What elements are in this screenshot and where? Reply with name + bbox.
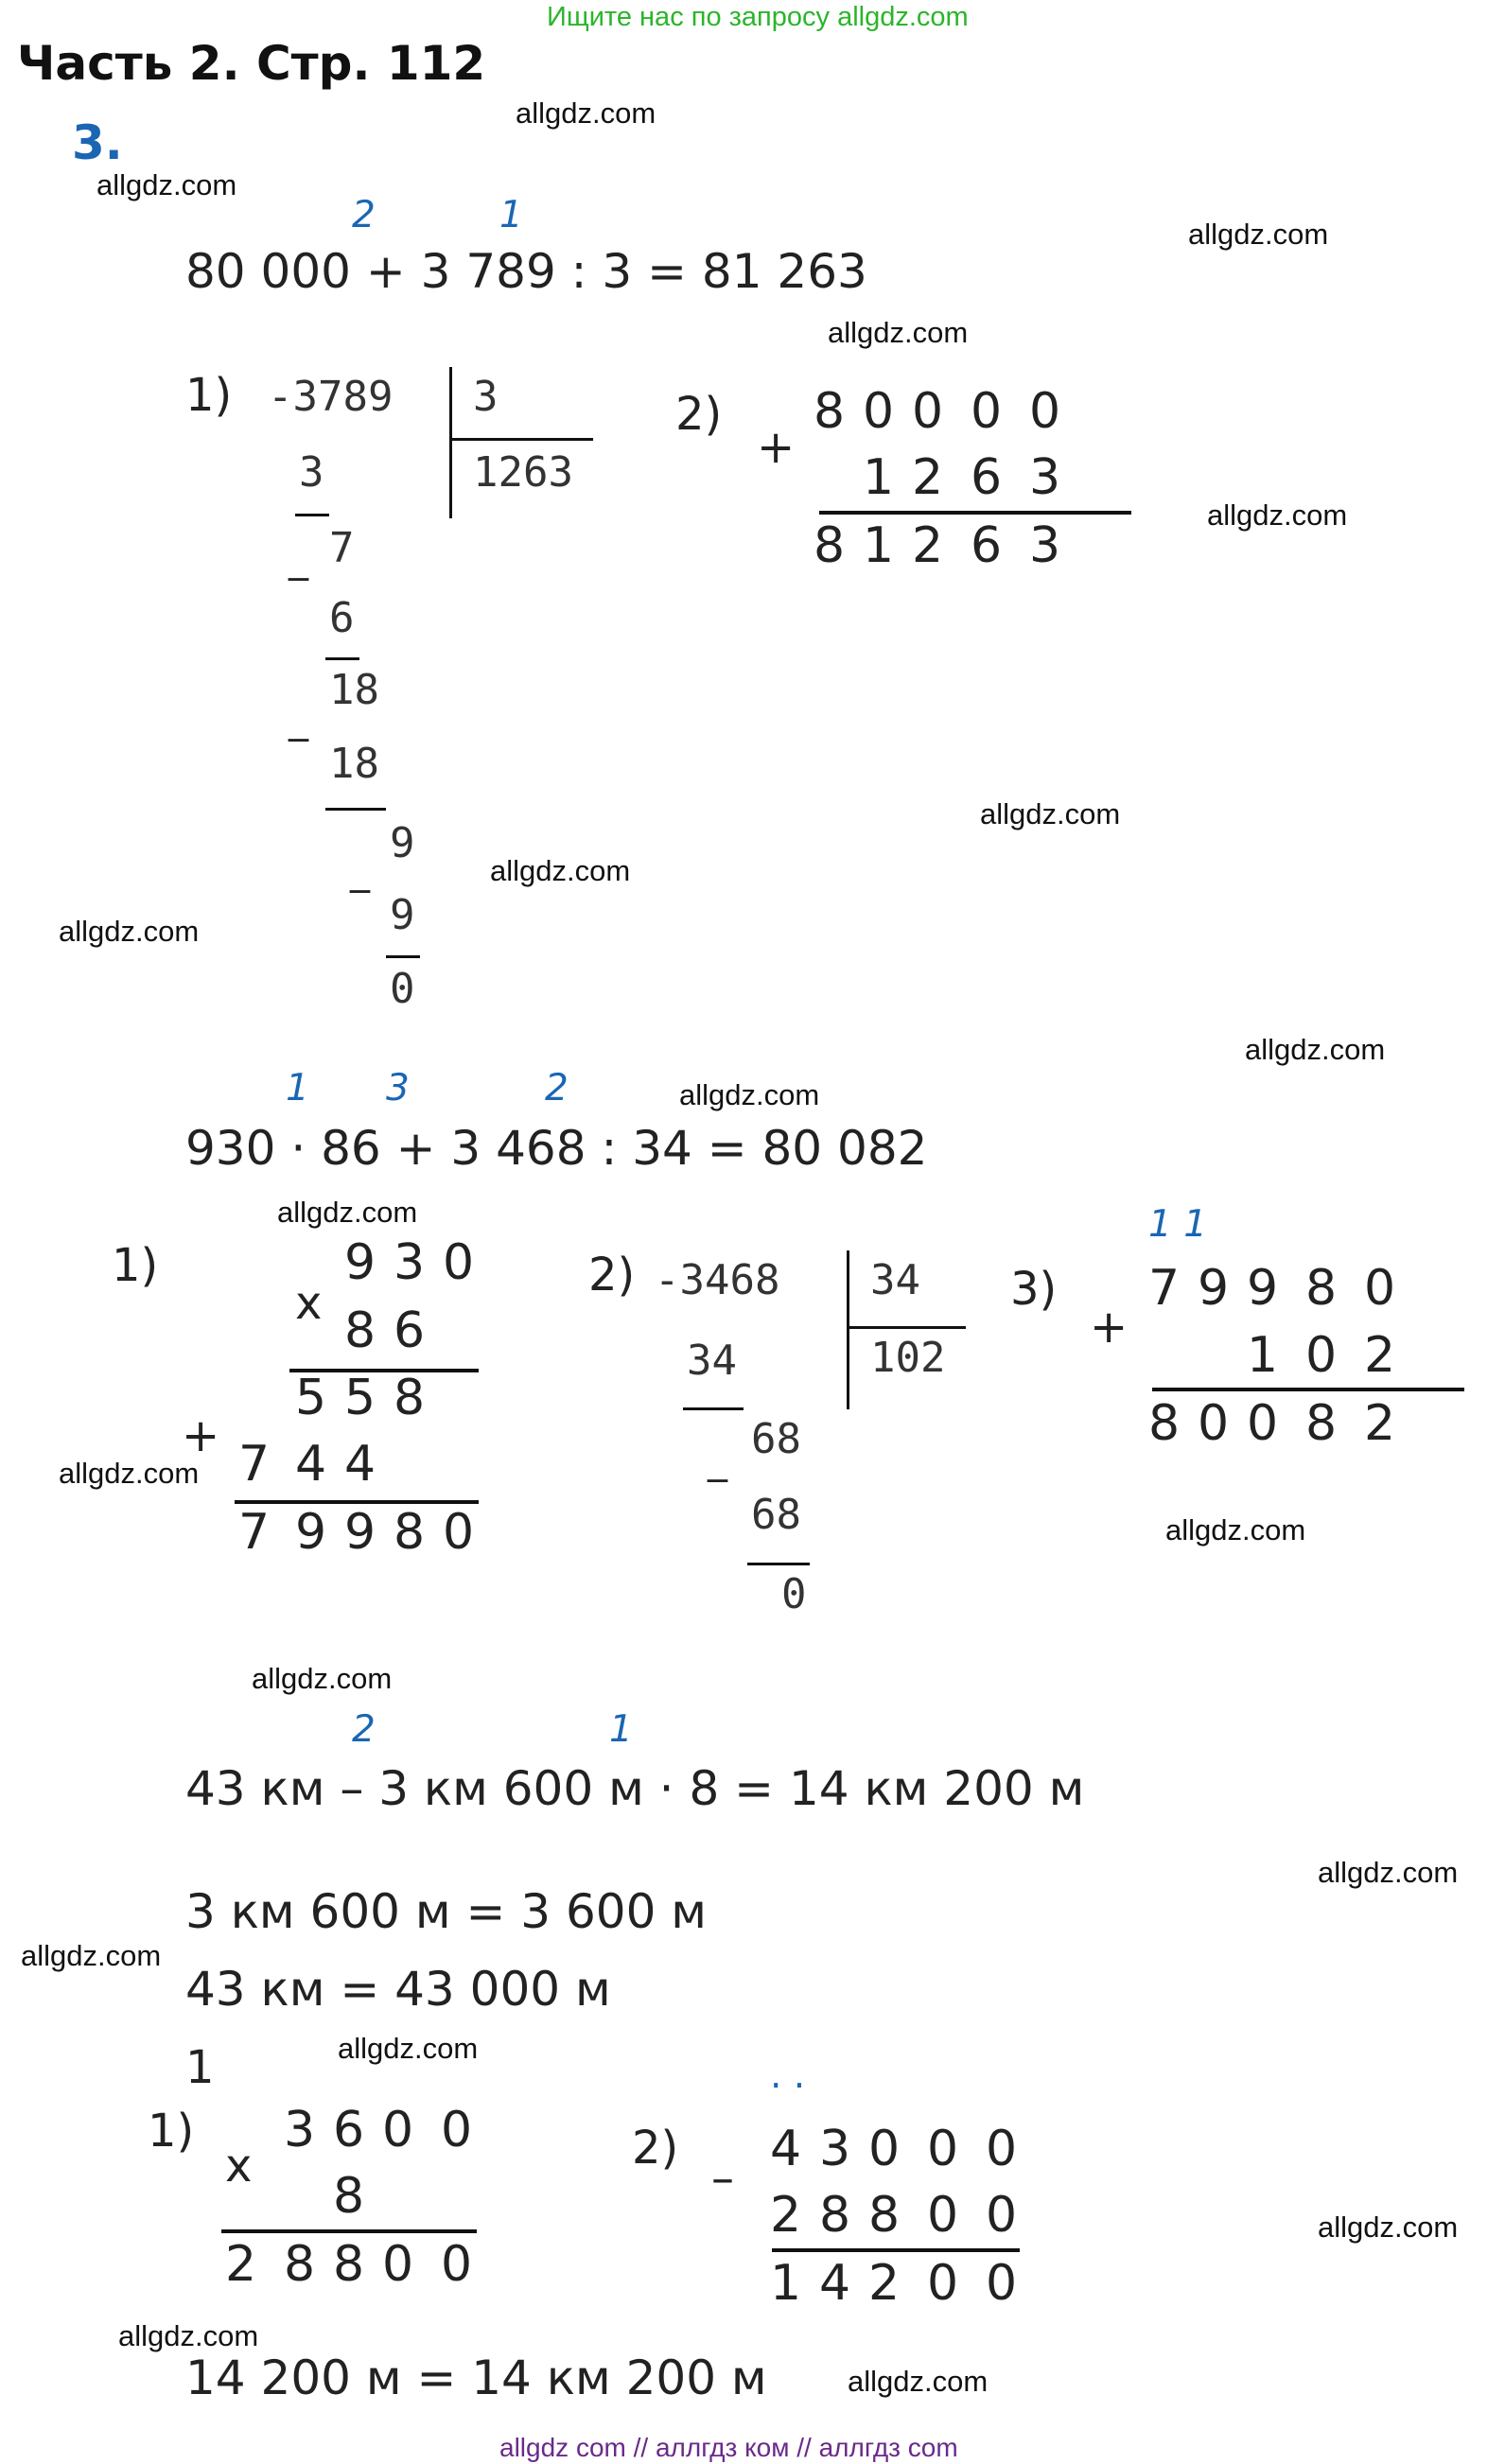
digit: 0 [986,2121,1018,2177]
digit: 0 [986,2187,1018,2244]
digit: 0 [986,2255,1018,2312]
digit: 0 [1247,1395,1279,1452]
borrow-dots: . . [770,2054,806,2097]
operation-order: 2 [352,1708,376,1751]
step-label: 1) [185,369,233,422]
operation-order: 1 [499,194,523,236]
minus-sign: – [711,2152,734,2205]
watermark: allgdz.com [338,2032,479,2065]
digit: 4 [819,2255,851,2312]
multiply-sign: x [295,1277,323,1330]
step-label: 3) [1010,1263,1058,1316]
digit: 7 [238,1436,271,1493]
digit: 2 [868,2255,901,2312]
digit: 6 [394,1302,426,1359]
expression: 80 000 + 3 789 : 3 = 81 263 [185,244,867,299]
operation-order: 2 [545,1067,569,1110]
digit: 8 [868,2187,901,2244]
partial: 68 [751,1491,801,1539]
operation-order: 3 [386,1067,410,1110]
digit: 1 [863,517,895,574]
watermark: allgdz.com [516,96,656,130]
digit: 0 [868,2121,901,2177]
watermark: allgdz.com [848,2365,989,2398]
plus-sign: + [757,421,796,474]
digit: 0 [863,383,895,440]
partial: 6 [329,594,355,642]
dividend: -3468 [655,1256,780,1304]
expression: 930 · 86 + 3 468 : 34 = 80 082 [185,1121,928,1176]
operation-order: 1 [286,1067,309,1110]
digit: 3 [394,1234,426,1291]
digit: 8 [333,2168,365,2225]
operation-order: 2 [352,194,376,236]
digit: 0 [1029,383,1061,440]
task-number: 3. [72,115,123,170]
digit: 9 [1198,1260,1230,1317]
quotient: 1263 [473,448,573,497]
digit: 1 [1247,1327,1279,1384]
multiply-sign: x [225,2140,253,2193]
digit: 2 [1364,1395,1396,1452]
watermark: allgdz.com [828,316,969,349]
partial: 9 [390,819,415,867]
digit: 8 [333,2236,365,2293]
digit: 0 [441,2236,473,2293]
watermark: allgdz.com [59,915,200,948]
watermark: allgdz.com [980,797,1121,830]
digit: 0 [443,1504,475,1561]
digit: 2 [1364,1327,1396,1384]
digit: 6 [971,449,1003,506]
digit: 0 [382,2102,414,2158]
digit: 6 [333,2102,365,2158]
divisor: 3 [473,373,499,421]
watermark: allgdz.com [679,1078,820,1111]
digit: 4 [770,2121,802,2177]
digit: 0 [971,383,1003,440]
digit: 9 [1247,1260,1279,1317]
conversion: 3 км 600 м = 3 600 м [185,1884,708,1939]
digit: 0 [1364,1260,1396,1317]
step-label: 1) [112,1239,159,1292]
digit: 8 [284,2236,316,2293]
watermark: allgdz.com [277,1196,418,1229]
digit: 8 [394,1504,426,1561]
digit: 1 [770,2255,802,2312]
watermark: allgdz.com [1318,2211,1459,2244]
digit: 0 [382,2236,414,2293]
operation-order: 1 [609,1708,633,1751]
digit: 0 [441,2102,473,2158]
digit: 3 [284,2102,316,2158]
watermark: allgdz.com [1207,498,1348,532]
partial: 3 [299,448,324,497]
carry-digits: 1 1 [1148,1203,1208,1246]
expression: 43 км – 3 км 600 м · 8 = 14 км 200 м [185,1761,1085,1816]
digit: 2 [912,449,944,506]
page-title: Часть 2. Стр. 112 [17,36,486,91]
partial: 34 [687,1337,737,1385]
watermark: allgdz.com [490,854,631,887]
digit: 1 [863,449,895,506]
digit: 9 [344,1234,376,1291]
digit: 0 [927,2255,959,2312]
partial: 18 [329,666,379,714]
digit: 3 [1029,449,1061,506]
carry-digit: 1 [185,2041,215,2094]
digit: 0 [1198,1395,1230,1452]
watermark: allgdz.com [59,1457,200,1490]
watermark: allgdz.com [1318,1856,1459,1889]
digit: 0 [927,2187,959,2244]
digit: 5 [295,1370,327,1426]
digit: 5 [344,1370,376,1426]
quotient: 102 [870,1334,946,1382]
digit: 8 [819,2187,851,2244]
digit: 4 [344,1436,376,1493]
partial: 68 [751,1415,801,1463]
digit: 8 [344,1302,376,1359]
digit: 0 [927,2121,959,2177]
final-answer: 14 200 м = 14 км 200 м [185,2350,767,2405]
dividend: -3789 [268,373,394,421]
plus-sign: + [182,1409,220,1462]
digit: 0 [443,1234,475,1291]
digit: 8 [1305,1260,1338,1317]
plus-sign: + [1090,1301,1129,1354]
watermark: allgdz.com [118,2319,259,2352]
digit: 7 [1148,1260,1181,1317]
step-label: 1) [148,2105,195,2158]
digit: 6 [971,517,1003,574]
digit: 8 [814,517,846,574]
watermark: allgdz.com [1188,218,1329,251]
digit: 0 [912,383,944,440]
watermark: allgdz.com [21,1939,162,1972]
partial: 18 [329,740,379,788]
watermark: allgdz.com [252,1662,393,1695]
digit: 8 [1305,1395,1338,1452]
digit: 9 [295,1504,327,1561]
step-label: 2) [675,388,723,441]
digit: 2 [912,517,944,574]
divisor: 34 [870,1256,920,1304]
partial: 9 [390,891,415,939]
digit: 8 [394,1370,426,1426]
digit: 7 [238,1504,271,1561]
footer-links[interactable]: allgdz com // аллгдз ком // аллгдз com [499,2433,958,2462]
partial: 0 [390,965,415,1013]
step-label: 2) [588,1249,636,1302]
digit: 8 [1148,1395,1181,1452]
partial: 0 [781,1570,807,1618]
partial: 7 [329,524,355,572]
digit: 4 [295,1436,327,1493]
digit: 3 [819,2121,851,2177]
digit: 3 [1029,517,1061,574]
conversion: 43 км = 43 000 м [185,1962,611,2017]
step-label: 2) [632,2122,679,2175]
watermark: allgdz.com [1165,1513,1306,1547]
search-banner[interactable]: Ищите нас по запросу allgdz.com [547,2,969,32]
digit: 2 [225,2236,257,2293]
watermark: allgdz.com [96,168,237,201]
digit: 2 [770,2187,802,2244]
digit: 0 [1305,1327,1338,1384]
digit: 9 [344,1504,376,1561]
watermark: allgdz.com [1245,1033,1386,1066]
digit: 8 [814,383,846,440]
